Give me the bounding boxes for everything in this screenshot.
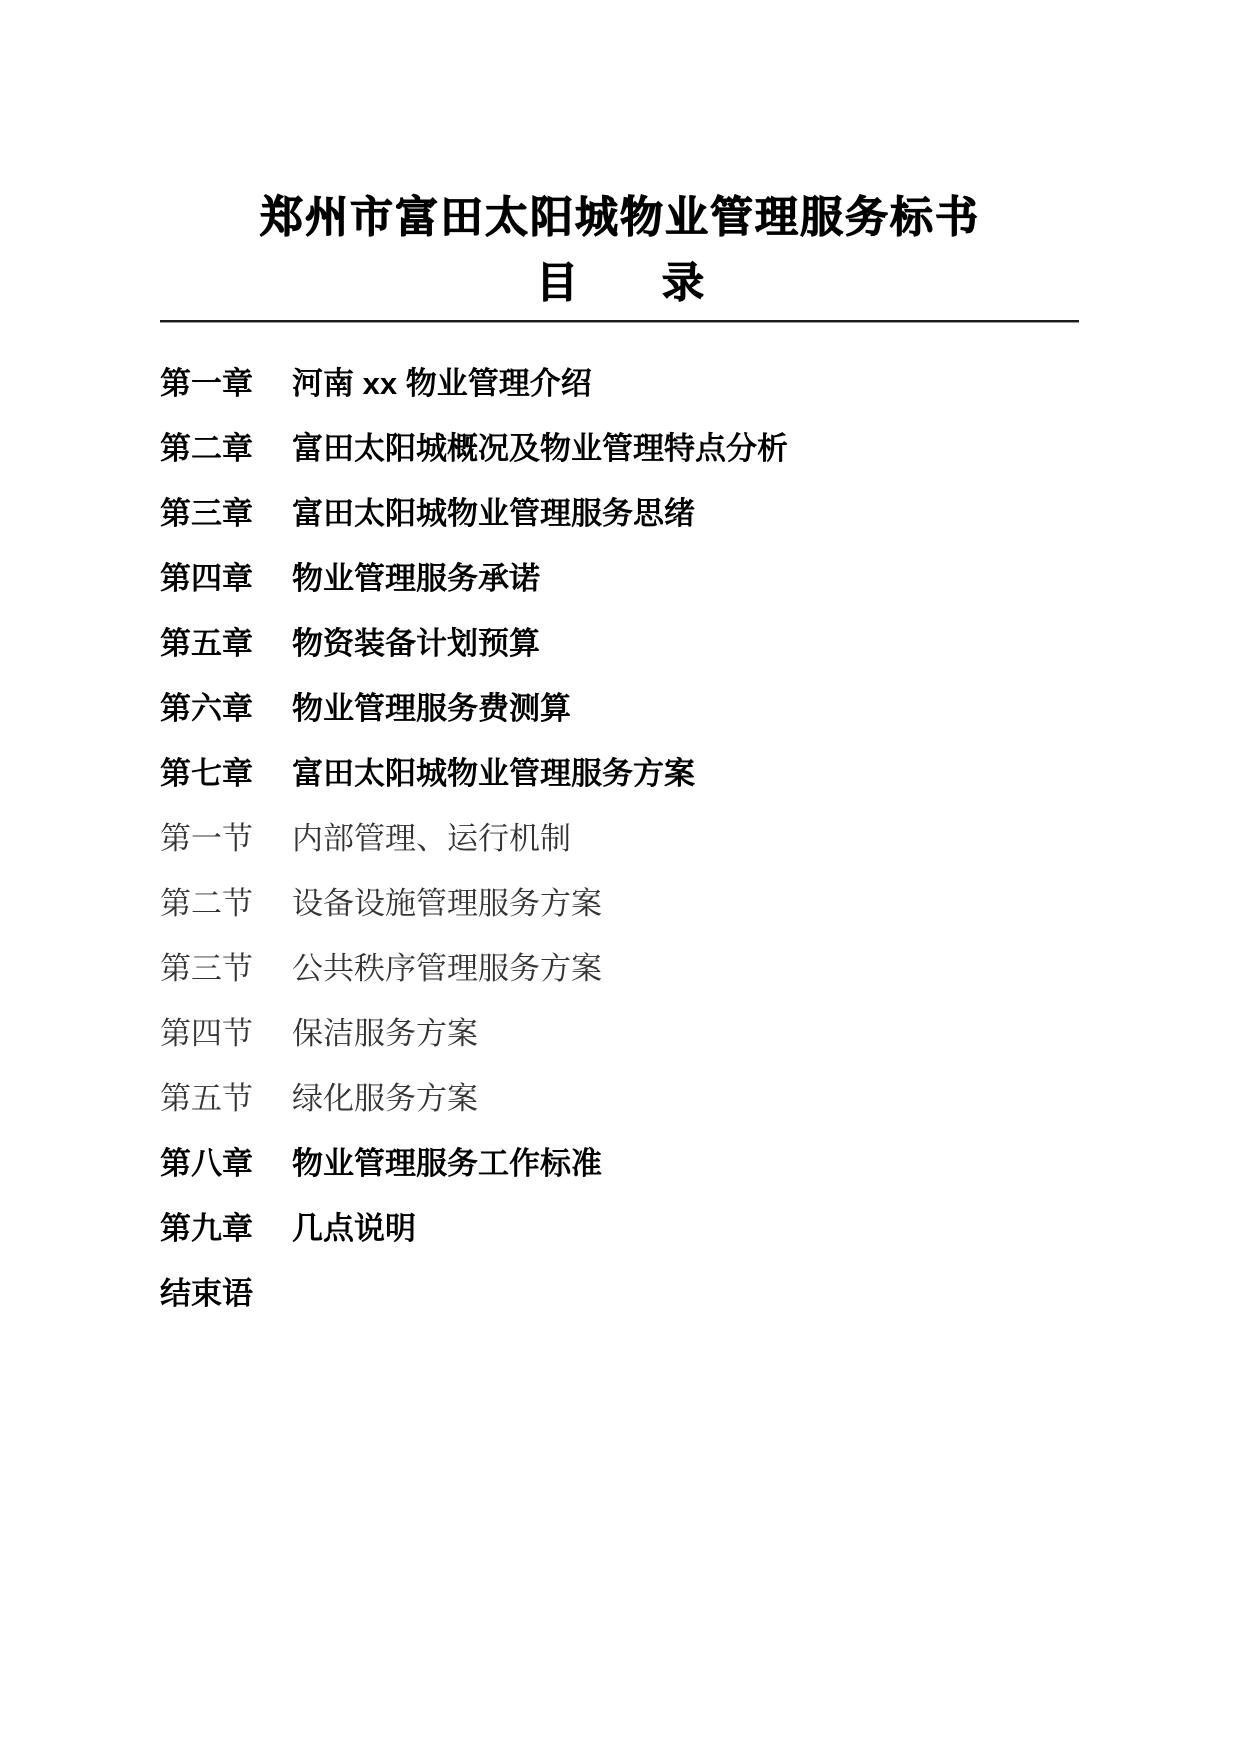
toc-entry-label: 第六章 [160, 691, 253, 726]
toc-entry-label: 第九章 [160, 1211, 253, 1246]
toc-entry-label: 第五章 [160, 626, 253, 661]
toc-entry-title: 物资装备计划预算 [292, 626, 540, 661]
toc-entry-title: 河南 xx 物业管理介绍 [292, 366, 592, 401]
toc-entry-title: 绿化服务方案 [292, 1081, 478, 1116]
toc-entry-label: 第五节 [160, 1081, 253, 1116]
toc-entry-label: 第三章 [160, 496, 253, 531]
toc-entry-title: 保洁服务方案 [292, 1016, 478, 1051]
toc-entry-label: 第七章 [160, 756, 253, 791]
toc-entry-title: 物业管理服务工作标准 [292, 1146, 602, 1181]
toc-entry-title: 物业管理服务费测算 [292, 691, 571, 726]
toc-entry [160, 933, 1100, 998]
toc-entry-label: 第八章 [160, 1146, 253, 1181]
toc-entry-label: 第一节 [160, 821, 253, 856]
toc-entry [160, 1063, 1100, 1128]
toc-entry [160, 998, 1100, 1063]
toc-entry [160, 1128, 1100, 1193]
toc-entry-title: 内部管理、运行机制 [292, 821, 571, 856]
toc-entry-label: 第三节 [160, 951, 253, 986]
toc-entry-title: 富田太阳城物业管理服务方案 [292, 756, 695, 791]
toc-entry-label: 第二章 [160, 431, 253, 466]
toc-entry-label: 第四章 [160, 561, 253, 596]
toc-entry [160, 413, 1100, 478]
toc-entry-label: 第四节 [160, 1016, 253, 1051]
toc-entry [160, 803, 1100, 868]
toc-entry [160, 1258, 1100, 1323]
toc-entry-label: 结束语 [160, 1276, 253, 1311]
toc-entry [160, 543, 1100, 608]
toc-entry [160, 868, 1100, 933]
toc-entry [160, 478, 1100, 543]
toc-list [160, 348, 1100, 1323]
toc-entry [160, 738, 1100, 803]
toc-entry-title: 几点说明 [292, 1211, 416, 1246]
toc-entry [160, 673, 1100, 738]
heading-rule [160, 320, 1079, 323]
toc-heading: 目 录 [535, 259, 704, 306]
toc-entry-title: 富田太阳城概况及物业管理特点分析 [292, 431, 788, 466]
toc-entry-title: 富田太阳城物业管理服务思绪 [292, 496, 695, 531]
toc-entry-label: 第二节 [160, 886, 253, 921]
toc-entry-title: 设备设施管理服务方案 [292, 886, 602, 921]
toc-entry-title: 公共秩序管理服务方案 [292, 951, 602, 986]
toc-entry-label: 第一章 [160, 366, 253, 401]
document-title: 郑州市富田太阳城物业管理服务标书 [260, 194, 980, 242]
toc-entry [160, 348, 1100, 413]
toc-entry [160, 608, 1100, 673]
toc-entry [160, 1193, 1100, 1258]
toc-entry-title: 物业管理服务承诺 [292, 561, 540, 596]
